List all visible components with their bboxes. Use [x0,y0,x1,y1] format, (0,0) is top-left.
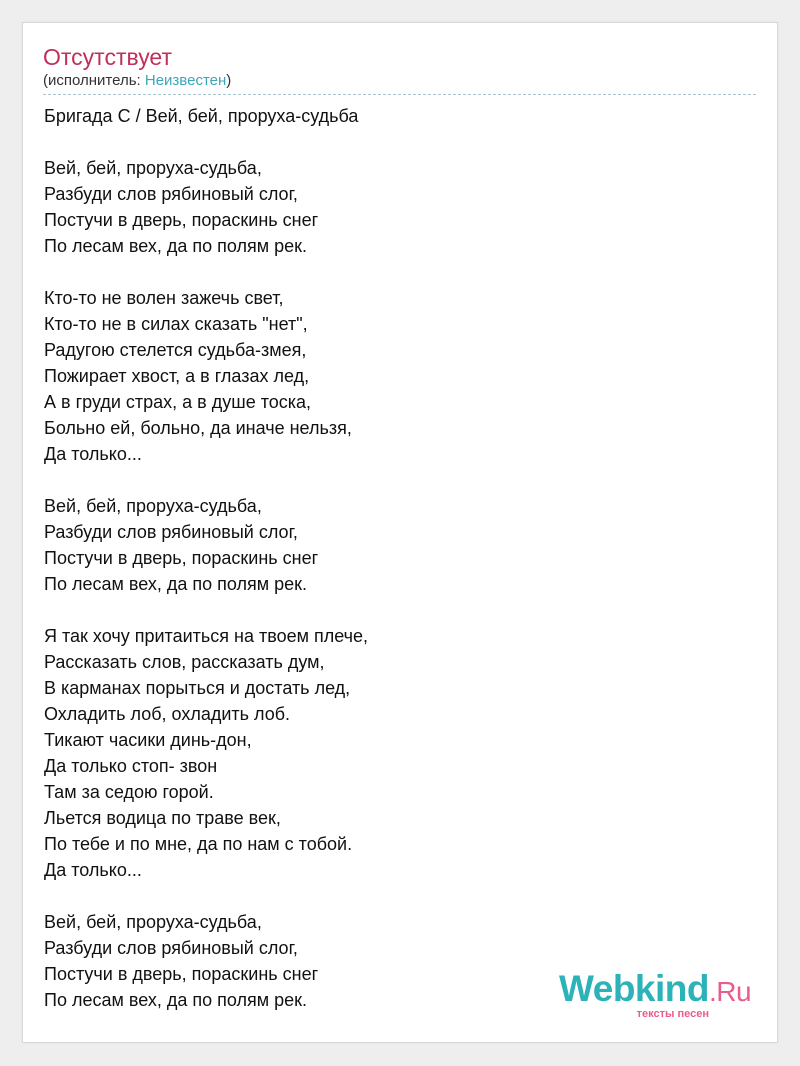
lyric-line: Тикают часики динь-дон, [44,730,252,750]
lyric-line: В карманах порыться и достать лед, [44,678,351,698]
logo-tagline: тексты песен [636,1008,709,1020]
lyric-line: По лесам вех, да по полям рек. [44,236,307,256]
lyric-line: Рассказать слов, рассказать дум, [44,652,325,672]
artist-name-link[interactable]: Неизвестен [144,72,227,89]
logo-webkind: Webkind [559,968,709,1009]
lyric-line: А в груди страх, а в душе тоска, [44,392,312,412]
logo-tld: .Ru [709,976,752,1007]
stanza-break [44,883,744,909]
lyric-line: Разбуди слов рябиновый слог, [44,184,298,204]
lyric-line: Да только... [44,860,142,880]
lyric-line: По лесам вех, да по полям рек. [44,574,307,594]
lyric-line: Постучи в дверь, пораскинь снег [44,210,319,230]
stanza-break [44,597,744,623]
lyric-line: Бригада С / Вей, бей, проруха-судьба [44,106,359,126]
logo-wordmark [559,968,752,1011]
lyric-line: Да только стоп- звон [44,756,218,776]
lyric-line: Разбуди слов рябиновый слог, [44,522,298,542]
artist-prefix: (исполнитель: [43,72,145,89]
lyric-line: Кто-то не в силах сказать "нет", [44,314,308,334]
lyric-line: Пожирает хвост, а в глазах лед, [44,366,310,386]
lyric-line: По тебе и по мне, да по нам с тобой. [44,834,353,854]
lyric-line: Кто-то не волен зажечь свет, [44,288,284,308]
stanza-break [44,467,744,493]
lyrics-page [22,22,778,1043]
lyric-line: Вей, бей, проруха-судьба, [44,158,262,178]
lyric-line: Постучи в дверь, пораскинь снег [44,964,319,984]
lyric-line: Разбуди слов рябиновый слог, [44,938,298,958]
lyric-line: Да только... [44,444,142,464]
lyric-line: Радугою стелется судьба-змея, [44,340,307,360]
webkind-logo [559,968,752,1020]
lyric-line: Постучи в дверь, пораскинь снег [44,548,319,568]
lyric-line: Вей, бей, проруха-судьба, [44,496,262,516]
lyrics-text [44,103,744,1013]
lyric-line: Я так хочу притаиться на твоем плече, [44,626,369,646]
stanza-break [44,129,744,155]
song-header [43,43,756,95]
lyric-line: Больно ей, больно, да иначе нельзя, [44,418,352,438]
stanza-break [44,259,744,285]
lyric-line: По лесам вех, да по полям рек. [44,990,307,1010]
artist-line [43,71,756,91]
lyric-line: Там за седою горой. [44,782,214,802]
song-title: Отсутствует [43,44,172,70]
lyric-line: Вей, бей, проруха-судьба, [44,912,262,932]
artist-suffix: ) [226,72,232,89]
lyric-line: Льется водица по траве век, [44,808,281,828]
lyric-line: Охладить лоб, охладить лоб. [44,704,291,724]
